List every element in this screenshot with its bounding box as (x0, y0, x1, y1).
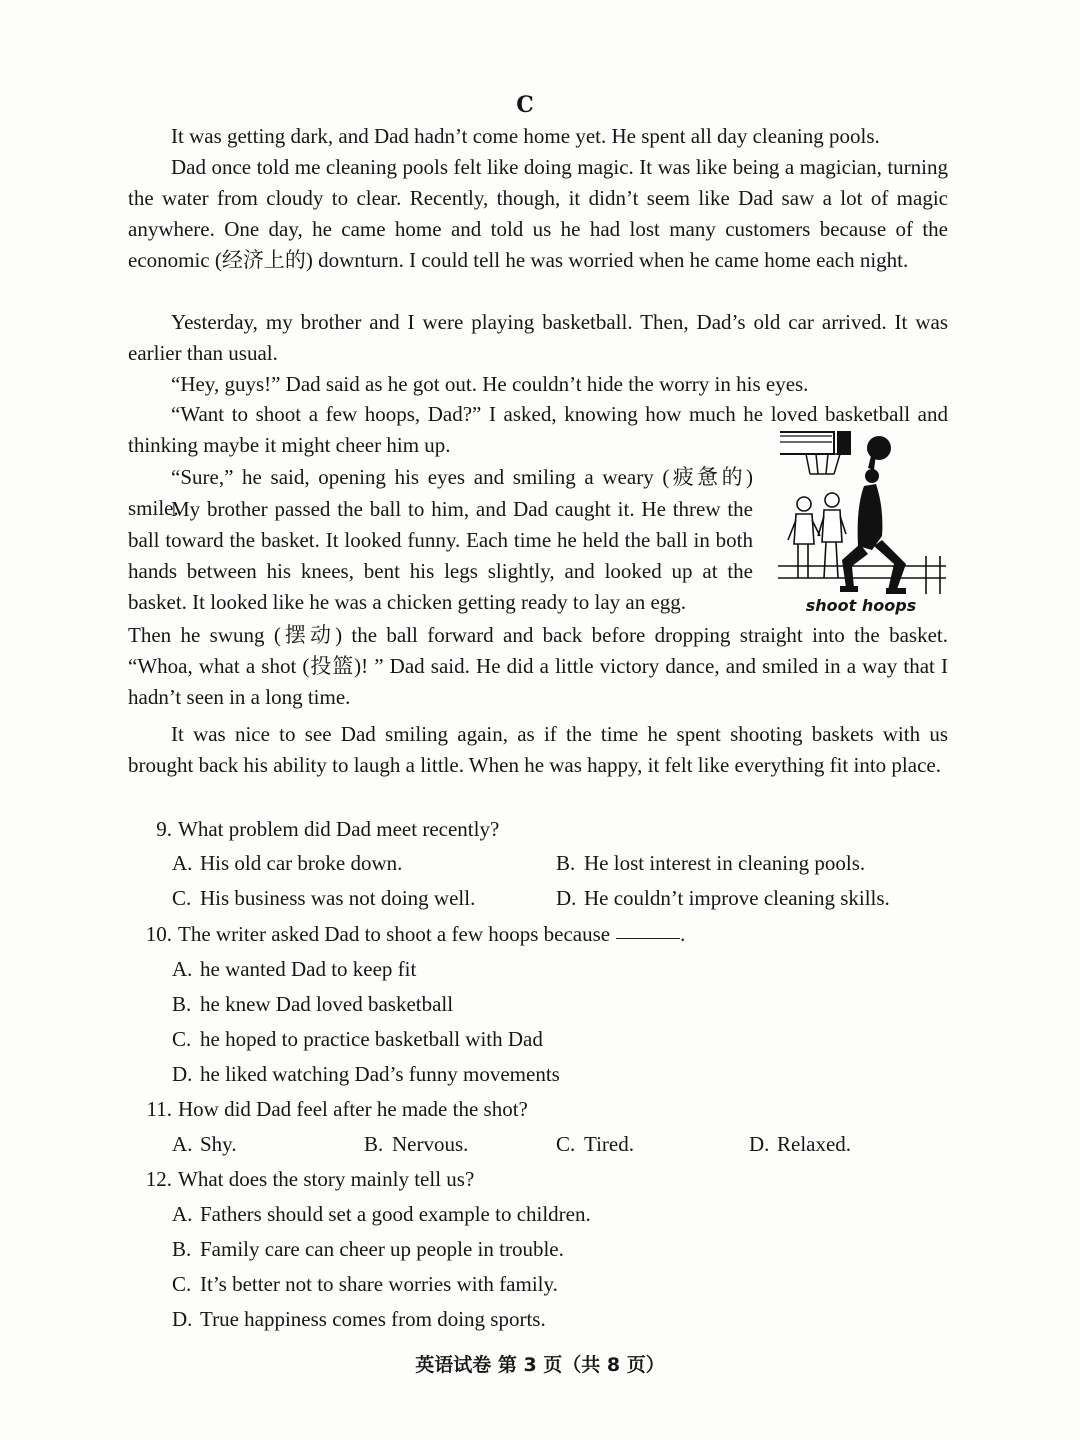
passage-paragraph: “Want to shoot a few hoops, Dad?” I asked, knowing how much he loved basketball and thinking maybe it might cheer him up. (128, 402, 948, 457)
section-title: C (516, 92, 534, 118)
option-B[interactable] (172, 1234, 564, 1264)
option-B[interactable] (556, 848, 865, 878)
question-text: What does the story mainly tell us? (178, 1167, 475, 1191)
question-number: 10. (145, 922, 172, 946)
option-A[interactable] (172, 1129, 237, 1159)
answer-blank[interactable] (616, 937, 680, 939)
basketball-hoop-icon (780, 432, 850, 474)
option-text: He couldn’t improve cleaning skills. (584, 886, 890, 910)
option-D[interactable] (172, 1304, 546, 1334)
option-letter: D. (556, 886, 577, 910)
passage-paragraph: Then he swung (摆动) the ball forward and back before dropping straight into the basket. “Whoa, what a shot (投篮)! ” Dad said. He did a little victory dance, and smiled in a way that I hadn’t seen in a long time. (128, 623, 948, 709)
passage-paragraph: Yesterday, my brother and I were playing basketball. Then, Dad’s old car arrived. It was earlier than usual. (128, 310, 948, 365)
option-letter: A. (172, 1132, 193, 1156)
option-text: His business was not doing well. (200, 886, 476, 910)
option-letter: B. (172, 992, 192, 1016)
basketball-icon (867, 436, 891, 460)
question-10 (128, 919, 685, 949)
question-number: 9. (156, 817, 172, 841)
option-letter: B. (364, 1132, 384, 1156)
option-A[interactable] (172, 1199, 591, 1229)
option-text: he hoped to practice basketball with Dad (200, 1027, 543, 1051)
option-B[interactable] (364, 1129, 468, 1159)
figure-caption: shoot hoops (805, 596, 917, 615)
passage-paragraph: It was nice to see Dad smiling again, as if the time he spent shooting baskets with us brought back his ability to laugh a little. When he was happy, it felt like everything fit into place. (128, 722, 948, 777)
fence-lines (778, 556, 946, 594)
question-text: What problem did Dad meet recently? (178, 817, 500, 841)
option-C[interactable] (172, 1269, 558, 1299)
option-letter: B. (172, 1237, 192, 1261)
option-text: Shy. (200, 1132, 237, 1156)
option-letter: A. (172, 957, 193, 981)
dad-shooting-figure (840, 452, 906, 594)
option-A[interactable] (172, 848, 402, 878)
passage-paragraph: “Hey, guys!” Dad said as he got out. He couldn’t hide the worry in his eyes. (171, 372, 809, 396)
question-11 (128, 1094, 528, 1124)
option-letter: C. (172, 1272, 192, 1296)
option-C[interactable] (556, 1129, 634, 1159)
option-C[interactable] (172, 883, 475, 913)
option-text: Relaxed. (777, 1132, 852, 1156)
option-text: Fathers should set a good example to children. (200, 1202, 591, 1226)
option-text: Family care can cheer up people in trouble. (200, 1237, 564, 1261)
passage-paragraph: My brother passed the ball to him, and Dad caught it. He threw the ball toward the basket. It looked funny. Each time he held the ball in both hands between his knees, bent his legs slightly, and looked up at the basket. It looked like he was a chicken getting ready to lay an egg. (128, 497, 753, 614)
question-9 (128, 814, 499, 844)
option-text: It’s better not to share worries with family. (200, 1272, 558, 1296)
option-C[interactable] (172, 1024, 543, 1054)
option-text: He lost interest in cleaning pools. (584, 851, 866, 875)
option-letter: C. (556, 1132, 576, 1156)
question-number: 11. (146, 1097, 172, 1121)
option-D[interactable] (556, 883, 890, 913)
option-letter: D. (172, 1062, 193, 1086)
option-D[interactable] (749, 1129, 851, 1159)
option-text: Tired. (584, 1132, 634, 1156)
question-text: How did Dad feel after he made the shot? (178, 1097, 528, 1121)
option-letter: C. (172, 886, 192, 910)
option-letter: A. (172, 851, 193, 875)
question-number: 12. (145, 1167, 172, 1191)
option-A[interactable] (172, 954, 416, 984)
question-text-end: . (680, 922, 686, 946)
page-footer: 英语试卷 第 3 页（共 8 页） (415, 1354, 665, 1376)
option-text: True happiness comes from doing sports. (200, 1307, 546, 1331)
question-text: The writer asked Dad to shoot a few hoops because (178, 922, 611, 946)
option-letter: D. (749, 1132, 770, 1156)
option-text: Nervous. (392, 1132, 469, 1156)
option-letter: B. (556, 851, 576, 875)
passage-paragraph: Dad once told me cleaning pools felt like doing magic. It was like being a magician, turning the water from cloudy to clear. Recently, though, it didn’t seem like Dad saw a lot of magic anywhere. One day, he came home and told us he had lost many customers because of the economic (经济上的) downturn. I could tell he was worried when he came home each night. (128, 155, 948, 272)
option-text: he knew Dad loved basketball (200, 992, 454, 1016)
option-text: he liked watching Dad’s funny movements (200, 1062, 560, 1086)
option-D[interactable] (172, 1059, 560, 1089)
option-text: His old car broke down. (200, 851, 403, 875)
question-12 (128, 1164, 474, 1194)
option-B[interactable] (172, 989, 453, 1019)
option-letter: A. (172, 1202, 193, 1226)
passage-paragraph: It was getting dark, and Dad hadn’t come home yet. He spent all day cleaning pools. (171, 124, 880, 148)
option-text: he wanted Dad to keep fit (200, 957, 417, 981)
option-letter: C. (172, 1027, 192, 1051)
passage-paragraph: “Sure,” he said, opening his eyes and smiling a weary (疲惫的) smile. (128, 465, 753, 520)
basketball-illustration (776, 428, 948, 624)
option-letter: D. (172, 1307, 193, 1331)
